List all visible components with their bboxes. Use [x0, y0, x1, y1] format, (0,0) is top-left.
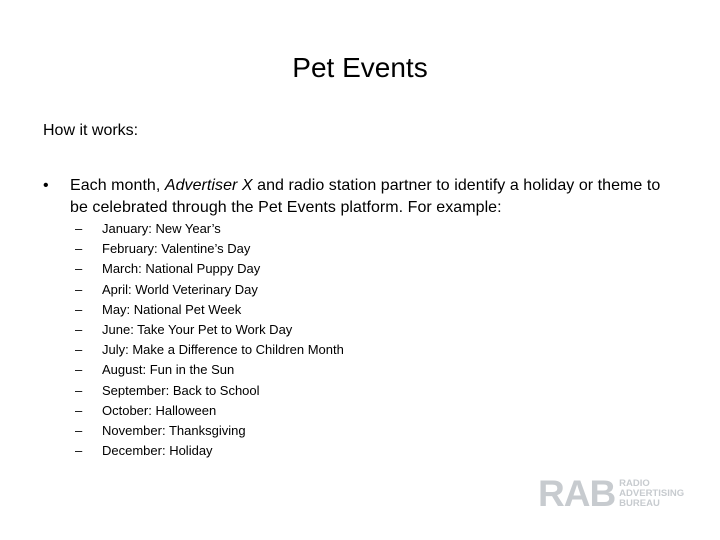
list-item-text: October: Halloween [102, 402, 217, 418]
dash-marker: – [75, 402, 83, 418]
list-item-text: July: Make a Difference to Children Month [102, 342, 344, 358]
list-item-february [75, 239, 344, 259]
logo-mark: RAB [538, 473, 616, 514]
list-item-text: June: Take Your Pet to Work Day [102, 322, 293, 338]
list-item-january [75, 219, 344, 239]
list-item-april [75, 280, 344, 300]
list-item-text: April: World Veterinary Day [102, 281, 258, 297]
dash-marker: – [75, 423, 83, 439]
list-item-october [75, 401, 344, 421]
bullet-marker: • [43, 177, 49, 194]
list-item-text: September: Back to School [102, 382, 260, 398]
dash-marker: – [75, 281, 83, 297]
monthly-events-list [75, 219, 344, 461]
bullet-text-end: and radio station partner to identify a holiday or theme to be celebrated through the Pet Events platform. For example: [70, 177, 661, 216]
list-item-text: May: National Pet Week [102, 301, 242, 317]
bullet-text [70, 175, 680, 219]
logo-line-bureau: BUREAU [619, 498, 660, 509]
list-item-text: December: Holiday [102, 443, 213, 459]
list-item-september [75, 381, 344, 401]
list-item-text: March: National Puppy Day [102, 261, 261, 277]
list-item-june [75, 320, 344, 340]
dash-marker: – [75, 261, 83, 277]
dash-marker: – [75, 322, 83, 338]
intro-text: How it works: [43, 122, 139, 139]
list-item-text: November: Thanksgiving [102, 423, 246, 439]
list-item-march [75, 259, 344, 279]
dash-marker: – [75, 382, 83, 398]
logo-line-radio: RADIO [619, 478, 650, 489]
list-item-august [75, 360, 344, 380]
dash-marker: – [75, 221, 83, 236]
slide-title: Pet Events [292, 52, 428, 83]
dash-marker: – [75, 342, 83, 358]
list-item-november [75, 421, 344, 441]
logo-line-advertising: ADVERTISING [619, 488, 685, 499]
rab-logo [538, 473, 685, 514]
list-item-text: February: Valentine’s Day [102, 241, 251, 257]
advertiser-name: Advertiser X [164, 177, 253, 194]
logo-wordmark [619, 479, 684, 509]
list-item-text: August: Fun in the Sun [102, 362, 235, 378]
list-item-december [75, 441, 344, 461]
dash-marker: – [75, 241, 83, 257]
list-item-text: January: New Year’s [102, 221, 221, 236]
dash-marker: – [75, 443, 83, 459]
dash-marker: – [75, 362, 83, 378]
list-item-july [75, 340, 344, 360]
list-item-may [75, 300, 344, 320]
dash-marker: – [75, 301, 83, 317]
bullet-text-start: Each month, [70, 177, 165, 194]
